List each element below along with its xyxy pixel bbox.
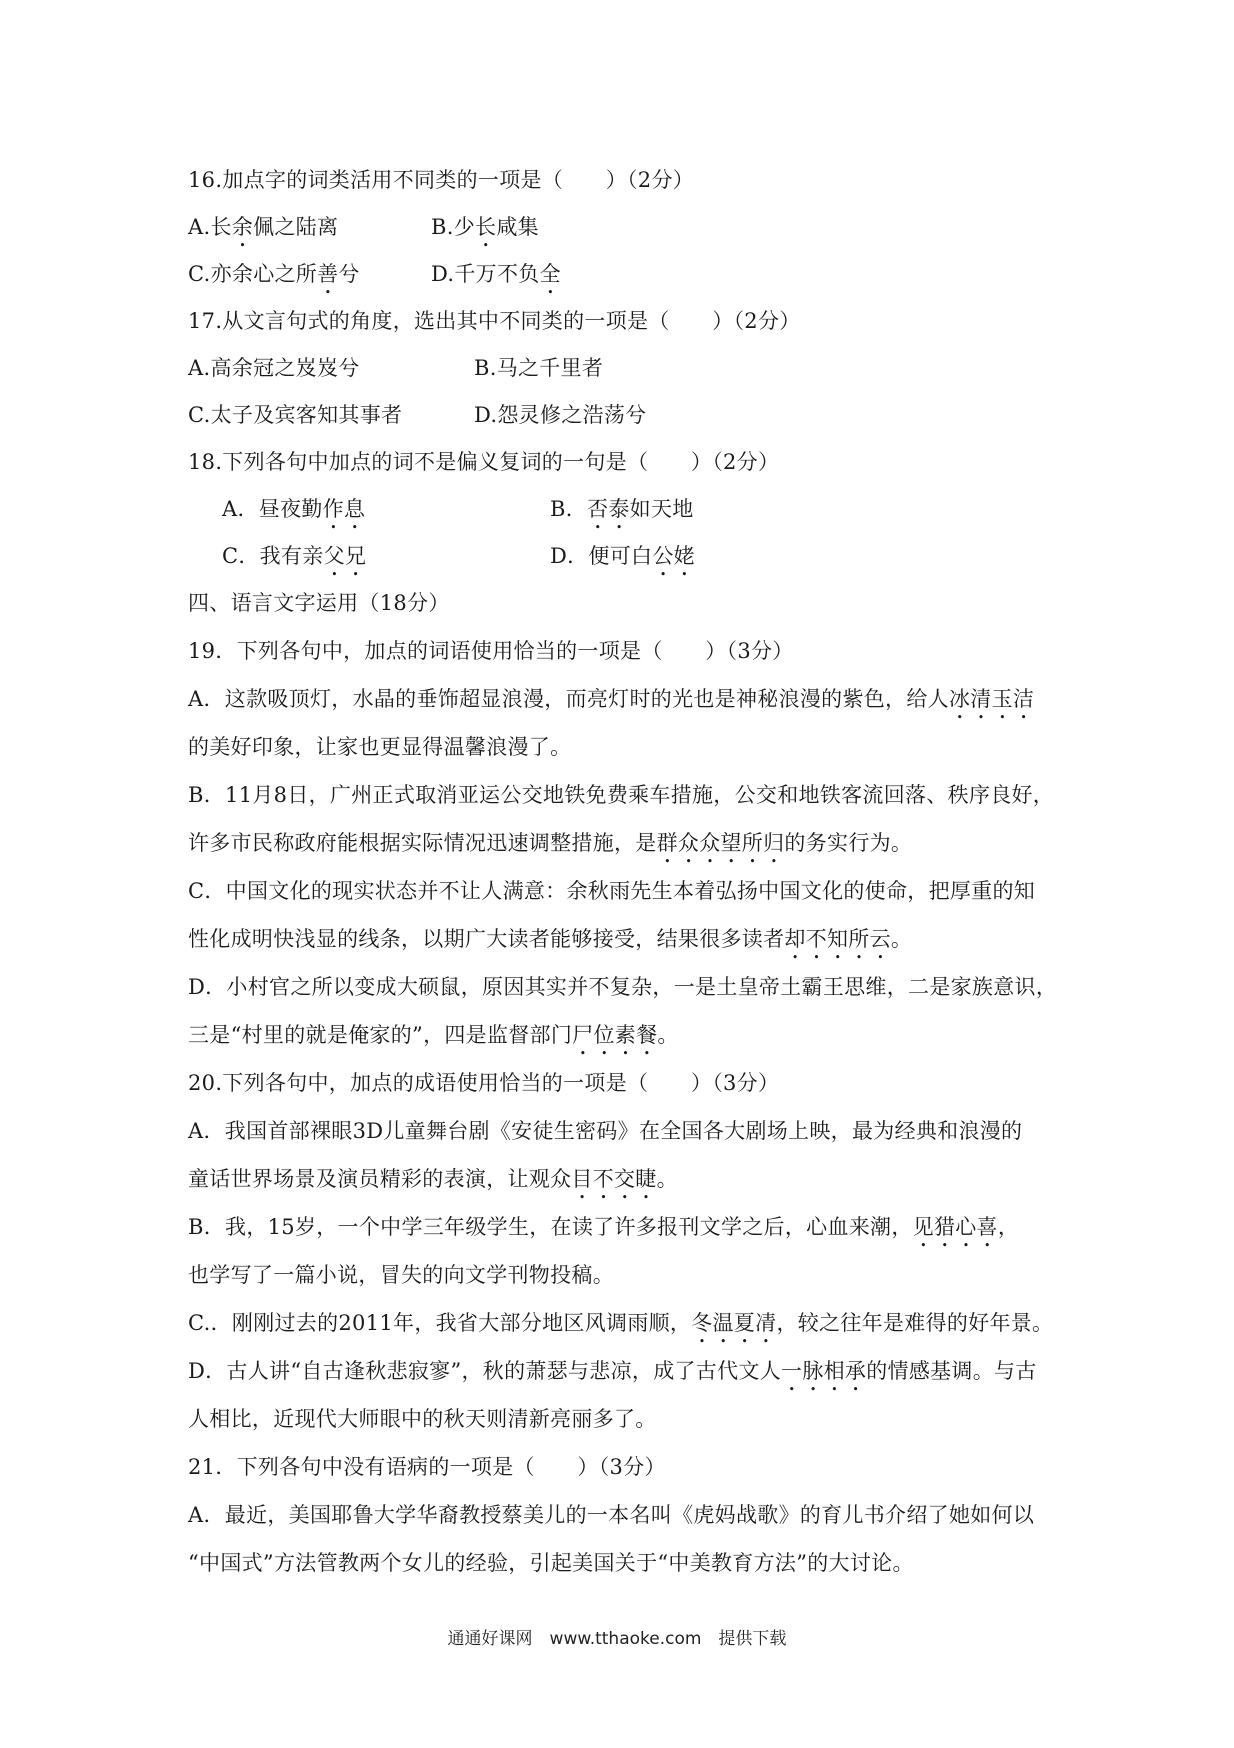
text-segment: A．这款吸顶灯，水晶的垂饰超显浪漫，而亮灯时的光也是神秘浪漫的紫色，给人 [188, 687, 949, 711]
q16-option-d [431, 259, 561, 299]
text-segment: C.亦余心之所 [188, 262, 318, 286]
q19-a-line1 [188, 684, 1034, 724]
q18-option-b [550, 494, 694, 534]
q17-option-b: B.马之千里者 [474, 356, 604, 380]
text-segment: 如天地 [629, 497, 694, 521]
q16-option-c [188, 259, 360, 299]
q20-b-line1 [188, 1212, 1019, 1252]
text-segment: D.千万不负 [431, 262, 540, 286]
dotted-word: 余 [231, 215, 254, 239]
text-segment: D．古人讲“自古逢秋悲寂寥”，秋的萧瑟与悲凉，成了古代文人 [188, 1359, 782, 1383]
text-segment: 佩之陆离 [253, 215, 339, 239]
dotted-word: 冬温夏凊 [691, 1311, 777, 1335]
dotted-word: 一脉相承 [781, 1359, 867, 1383]
text-segment: B．我，15岁，一个中学三年级学生，在读了许多报刊文学之后，心血来潮， [188, 1215, 913, 1239]
q17-option-d: D.怨灵修之浩荡兮 [474, 403, 647, 427]
q20-d-line2: 人相比，近现代大师眼中的秋天则清新亮丽多了。 [188, 1407, 657, 1431]
q19-d-line1: D．小村官之所以变成大硕鼠，原因其实并不复杂，一是土皇帝土霸王思维，二是家族意识， [188, 975, 1058, 999]
dotted-word: 长 [475, 215, 497, 239]
text-segment: C．我有亲 [222, 544, 324, 568]
q20-d-line1 [188, 1356, 1037, 1396]
q18-stem: 18.下列各句中加点的词不是偏义复词的一句是（ ）（2分） [188, 450, 780, 474]
text-segment: 兮 [338, 262, 360, 286]
dotted-word: 否泰 [587, 497, 630, 521]
dotted-word: 全 [539, 262, 561, 286]
text-segment: 的务实行为。 [784, 831, 913, 855]
dotted-word: 目不交睫 [571, 1167, 657, 1191]
q19-stem: 19．下列各句中，加点的词语使用恰当的一项是（ ）（3分） [188, 639, 794, 663]
text-segment: 三是“村里的就是俺家的”，四是监督部门 [188, 1023, 573, 1047]
text-segment: A.长 [188, 215, 232, 239]
text-segment: ，较之往年是难得的好年景。 [776, 1311, 1054, 1335]
q19-b-line1: B．11月8日，广州正式取消亚运公交地铁免费乘车措施，公交和地铁客流回落、秩序良好， [188, 783, 1055, 807]
q16-option-a [188, 212, 338, 252]
q21-a-line1: A．最近，美国耶鲁大学华裔教授蔡美儿的一本名叫《虎妈战歌》的育儿书介绍了她如何以 [188, 1503, 1035, 1527]
text-segment: 性化成明快浅显的线条，以期广大读者能够接受，结果很多读者 [188, 927, 785, 951]
text-segment: ， [997, 1215, 1020, 1239]
text-segment: B． [550, 497, 588, 521]
q19-b-line2 [188, 828, 912, 868]
q19-a-line2: 的美好印象，让家也更显得温馨浪漫了。 [188, 735, 572, 759]
dotted-word: 作息 [322, 497, 366, 521]
q16-stem: 16.加点字的词类活用不同类的一项是（ ）（2分） [188, 168, 695, 192]
section-heading: 四、语言文字运用（18分） [188, 591, 450, 615]
dotted-word: 群众众望所归 [656, 831, 785, 855]
q17-stem: 17.从文言句式的角度，选出其中不同类的一项是（ ）（2分） [188, 309, 801, 333]
dotted-word: 冰清玉洁 [948, 687, 1035, 711]
dotted-word: 父兄 [323, 544, 367, 568]
q18-option-d [550, 541, 695, 581]
q20-a-line2 [188, 1164, 678, 1204]
q17-option-a: A.高余冠之岌岌兮 [188, 356, 360, 380]
q20-a-line1: A．我国首部裸眼3D儿童舞台剧《安徒生密码》在全国各大剧场上映，最为经典和浪漫的 [188, 1119, 1023, 1143]
q16-option-b [431, 212, 539, 252]
dotted-word: 却不知所云 [784, 927, 891, 951]
q20-c-line1 [188, 1308, 1053, 1348]
q17-option-c: C.太子及宾客知其事者 [188, 403, 403, 427]
q20-b-line2: 也学写了一篇小说，冒失的向文学刊物投稿。 [188, 1263, 614, 1287]
q18-option-c [222, 541, 366, 581]
text-segment: 。 [890, 927, 913, 951]
text-segment: 童话世界场景及演员精彩的表演，让观众 [188, 1167, 572, 1191]
dotted-word: 善 [317, 262, 339, 286]
dotted-word: 尸位素餐 [572, 1023, 658, 1047]
text-segment: 的情感基调。与古 [866, 1359, 1037, 1383]
footer-download-notice: 通通好课网 www.tthaoke.com 提供下载 [447, 1629, 787, 1649]
text-segment: A．昼夜勤 [222, 497, 323, 521]
dotted-word: 公姥 [652, 544, 695, 568]
q19-d-line2 [188, 1020, 679, 1060]
text-segment: 许多市民称政府能根据实际情况迅速调整措施，是 [188, 831, 657, 855]
text-segment: 咸集 [496, 215, 539, 239]
q18-option-a [222, 494, 365, 534]
dotted-word: 见猎心喜 [912, 1215, 998, 1239]
q19-c-line2 [188, 924, 912, 964]
q21-stem: 21．下列各句中没有语病的一项是（ ）（3分） [188, 1455, 666, 1479]
text-segment: 。 [656, 1167, 678, 1191]
q19-c-line1: C．中国文化的现实状态并不让人满意：余秋雨先生本着弘扬中国文化的使命，把厚重的知 [188, 879, 1036, 903]
text-segment: B.少 [431, 215, 476, 239]
text-segment: 。 [657, 1023, 679, 1047]
q21-a-line2: “中国式”方法管教两个女儿的经验，引起美国关于“中美教育方法”的大讨论。 [188, 1551, 914, 1575]
text-segment: C.．刚刚过去的2011年，我省大部分地区风调雨顺， [188, 1311, 692, 1335]
text-segment: D．便可白 [550, 544, 653, 568]
q20-stem: 20.下列各句中，加点的成语使用恰当的一项是（ ）（3分） [188, 1071, 780, 1095]
